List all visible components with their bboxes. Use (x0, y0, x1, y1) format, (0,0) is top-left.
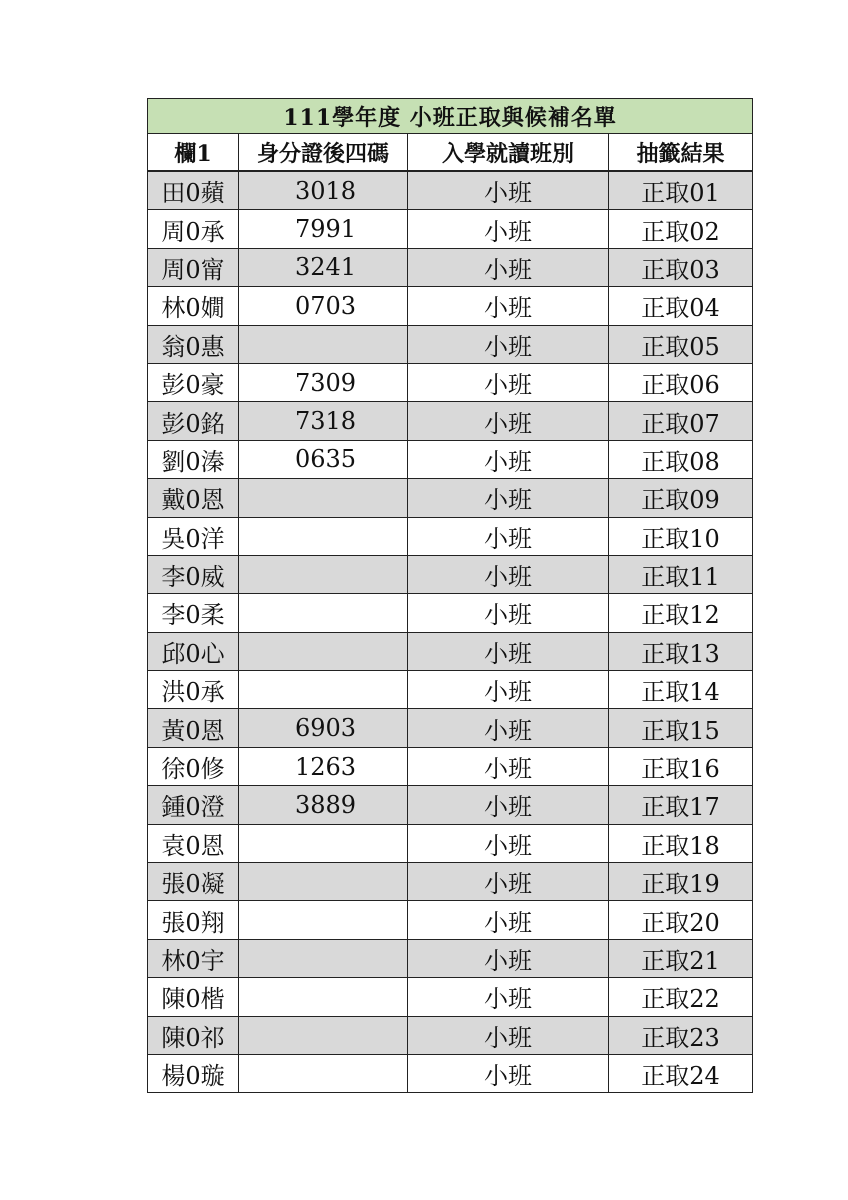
cell-id-last-four: 7309 (239, 363, 408, 401)
cell-id-last-four: 7318 (239, 402, 408, 440)
title-row (148, 99, 753, 134)
cell-id-last-four (239, 1016, 408, 1054)
cell-result: 正取13 (609, 632, 753, 670)
cell-class: 小班 (408, 824, 609, 862)
table-title: 111學年度 小班正取與候補名單 (148, 99, 753, 134)
cell-result: 正取22 (609, 978, 753, 1016)
cell-class: 小班 (408, 1054, 609, 1092)
table-row (148, 824, 753, 862)
cell-class: 小班 (408, 517, 609, 555)
cell-name: 黃0恩 (148, 709, 239, 747)
table-row (148, 363, 753, 401)
cell-result: 正取21 (609, 939, 753, 977)
cell-class: 小班 (408, 325, 609, 363)
table-row (148, 594, 753, 632)
cell-id-last-four (239, 863, 408, 901)
column-header-class: 入學就讀班別 (408, 134, 609, 172)
cell-class: 小班 (408, 901, 609, 939)
cell-id-last-four (239, 671, 408, 709)
cell-class: 小班 (408, 594, 609, 632)
cell-id-last-four (239, 555, 408, 593)
cell-class: 小班 (408, 863, 609, 901)
cell-id-last-four (239, 517, 408, 555)
table-row (148, 555, 753, 593)
cell-class: 小班 (408, 939, 609, 977)
cell-name: 林0宇 (148, 939, 239, 977)
cell-class: 小班 (408, 671, 609, 709)
cell-name: 洪0承 (148, 671, 239, 709)
cell-result: 正取24 (609, 1054, 753, 1092)
cell-name: 周0承 (148, 210, 239, 248)
cell-name: 林0嫺 (148, 287, 239, 325)
cell-result: 正取19 (609, 863, 753, 901)
cell-name: 鍾0澄 (148, 786, 239, 824)
table-row (148, 248, 753, 286)
table-row (148, 325, 753, 363)
column-header-id-last-four: 身分證後四碼 (239, 134, 408, 172)
cell-id-last-four: 6903 (239, 709, 408, 747)
cell-result: 正取05 (609, 325, 753, 363)
cell-result: 正取15 (609, 709, 753, 747)
cell-class: 小班 (408, 287, 609, 325)
table-row (148, 1054, 753, 1092)
cell-class: 小班 (408, 210, 609, 248)
cell-result: 正取04 (609, 287, 753, 325)
table-row (148, 863, 753, 901)
cell-id-last-four (239, 325, 408, 363)
table-row (148, 747, 753, 785)
cell-id-last-four: 0635 (239, 440, 408, 478)
cell-id-last-four: 1263 (239, 747, 408, 785)
cell-class: 小班 (408, 978, 609, 1016)
cell-name: 李0威 (148, 555, 239, 593)
table-row (148, 440, 753, 478)
cell-result: 正取20 (609, 901, 753, 939)
table-row (148, 671, 753, 709)
cell-id-last-four: 7991 (239, 210, 408, 248)
table-row (148, 171, 753, 210)
cell-class: 小班 (408, 1016, 609, 1054)
cell-name: 翁0惠 (148, 325, 239, 363)
cell-name: 彭0豪 (148, 363, 239, 401)
table-row (148, 210, 753, 248)
cell-id-last-four (239, 594, 408, 632)
cell-name: 田0蘋 (148, 171, 239, 210)
admission-table (147, 98, 753, 1093)
cell-result: 正取11 (609, 555, 753, 593)
cell-result: 正取10 (609, 517, 753, 555)
cell-name: 楊0璇 (148, 1054, 239, 1092)
cell-name: 戴0恩 (148, 479, 239, 517)
cell-result: 正取09 (609, 479, 753, 517)
cell-id-last-four (239, 939, 408, 977)
cell-class: 小班 (408, 363, 609, 401)
table-row (148, 939, 753, 977)
cell-result: 正取03 (609, 248, 753, 286)
cell-name: 張0凝 (148, 863, 239, 901)
cell-class: 小班 (408, 786, 609, 824)
cell-id-last-four (239, 1054, 408, 1092)
cell-class: 小班 (408, 440, 609, 478)
column-header-result: 抽籤結果 (609, 134, 753, 172)
cell-name: 張0翔 (148, 901, 239, 939)
admission-list-sheet (147, 98, 752, 1093)
cell-result: 正取23 (609, 1016, 753, 1054)
cell-class: 小班 (408, 747, 609, 785)
cell-id-last-four (239, 824, 408, 862)
cell-id-last-four (239, 901, 408, 939)
table-row (148, 287, 753, 325)
cell-result: 正取06 (609, 363, 753, 401)
cell-name: 周0甯 (148, 248, 239, 286)
table-row (148, 402, 753, 440)
cell-name: 袁0恩 (148, 824, 239, 862)
cell-name: 陳0楷 (148, 978, 239, 1016)
cell-id-last-four (239, 632, 408, 670)
table-row (148, 479, 753, 517)
cell-class: 小班 (408, 171, 609, 210)
cell-id-last-four (239, 978, 408, 1016)
header-row (148, 134, 753, 172)
cell-result: 正取02 (609, 210, 753, 248)
cell-result: 正取01 (609, 171, 753, 210)
cell-id-last-four: 3018 (239, 171, 408, 210)
cell-name: 劉0溱 (148, 440, 239, 478)
cell-id-last-four: 0703 (239, 287, 408, 325)
table-row (148, 786, 753, 824)
cell-name: 徐0修 (148, 747, 239, 785)
cell-result: 正取08 (609, 440, 753, 478)
cell-result: 正取16 (609, 747, 753, 785)
cell-result: 正取07 (609, 402, 753, 440)
table-row (148, 517, 753, 555)
cell-name: 邱0心 (148, 632, 239, 670)
cell-result: 正取14 (609, 671, 753, 709)
cell-class: 小班 (408, 632, 609, 670)
cell-result: 正取17 (609, 786, 753, 824)
cell-result: 正取12 (609, 594, 753, 632)
table-body (148, 171, 753, 1093)
cell-name: 陳0祁 (148, 1016, 239, 1054)
cell-name: 彭0銘 (148, 402, 239, 440)
cell-id-last-four: 3889 (239, 786, 408, 824)
cell-result: 正取18 (609, 824, 753, 862)
cell-class: 小班 (408, 479, 609, 517)
cell-class: 小班 (408, 709, 609, 747)
cell-name: 吳0洋 (148, 517, 239, 555)
cell-class: 小班 (408, 248, 609, 286)
cell-class: 小班 (408, 555, 609, 593)
table-row (148, 709, 753, 747)
cell-id-last-four (239, 479, 408, 517)
table-row (148, 901, 753, 939)
table-row (148, 978, 753, 1016)
cell-name: 李0柔 (148, 594, 239, 632)
column-header-name: 欄1 (148, 134, 239, 172)
table-row (148, 1016, 753, 1054)
table-row (148, 632, 753, 670)
cell-class: 小班 (408, 402, 609, 440)
cell-id-last-four: 3241 (239, 248, 408, 286)
